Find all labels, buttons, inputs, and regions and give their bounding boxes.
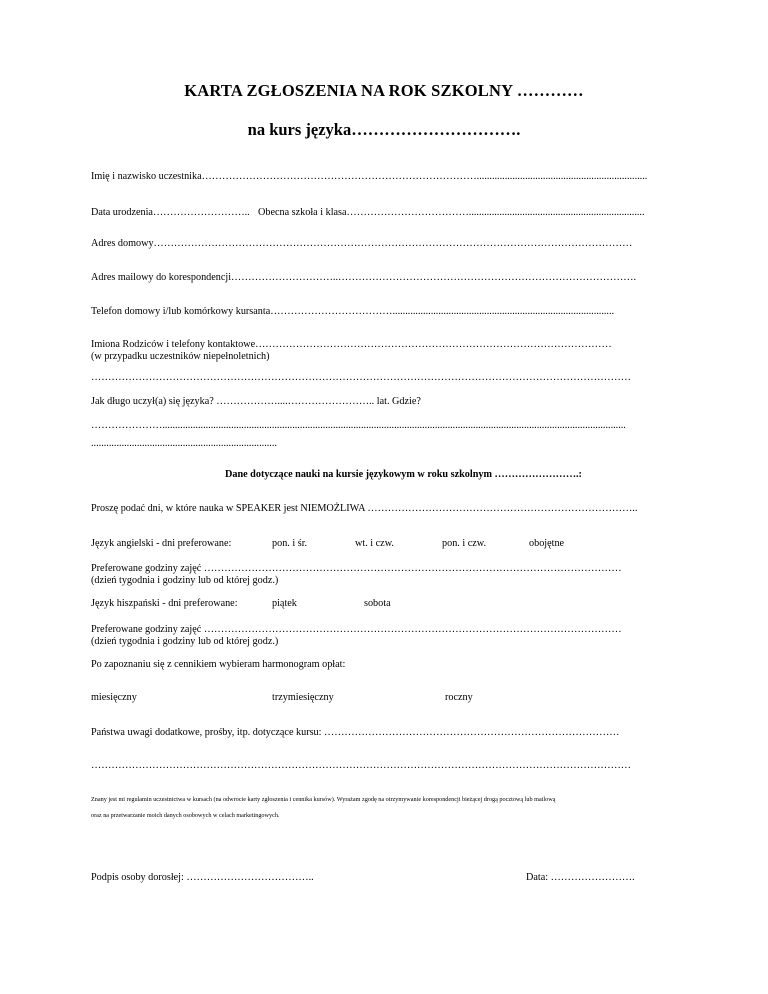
payment-label: Po zapoznaniu się z cennikiem wybieram harmonogram opłat: bbox=[91, 659, 346, 670]
unavailable-days-field: Proszę podać dni, w które nauka w SPEAKER jest NIEMOŻLIWA …………………………………………………………………….. bbox=[91, 503, 638, 514]
where-line-1: …………………...................................................................................................................................................................................... bbox=[91, 420, 626, 431]
payment-option-quarterly: trzymiesięczny bbox=[272, 692, 334, 703]
english-hours-field: Preferowane godziny zajęć …………………………………………………………………………………………………………… bbox=[91, 563, 622, 574]
email-field: Adres mailowy do korespondencji…………………………..……………………………………………………………………………. bbox=[91, 272, 637, 283]
date-field: Data: ……………………. bbox=[526, 872, 635, 883]
payment-option-monthly: miesięczny bbox=[91, 692, 137, 703]
remarks-continued-line: …………………………………………………………………………………………………………………………………………… bbox=[91, 760, 631, 771]
spanish-hours-note: (dzień tygodnia i godziny lub od której godz.) bbox=[91, 636, 279, 647]
birth-date-field: Data urodzenia……………………….. bbox=[91, 207, 250, 218]
school-class-field: Obecna szkoła i klasa………………………………..................................................................... bbox=[258, 207, 645, 218]
english-option-wt-czw: wt. i czw. bbox=[355, 538, 394, 549]
spanish-days-label: Język hiszpański - dni preferowane: bbox=[91, 598, 238, 609]
parents-continued-line: …………………………………………………………………………………………………………………………………………… bbox=[91, 372, 631, 383]
english-option-obojetne: obojętne bbox=[529, 538, 565, 549]
section-heading: Dane dotyczące nauki na kursie językowym w roku szkolnym …………………….: bbox=[225, 469, 582, 480]
form-title: KARTA ZGŁOSZENIA NA ROK SZKOLNY ………… bbox=[184, 81, 584, 100]
remarks-field: Państwa uwagi dodatkowe, prośby, itp. dotyczące kursu: …………………………………………………………………………… bbox=[91, 727, 620, 738]
parents-field: Imiona Rodziców i telefony kontaktowe…………………………………………………………………………………………… bbox=[91, 339, 612, 350]
english-option-pon-czw: pon. i czw. bbox=[442, 538, 487, 549]
home-address-field: Adres domowy…………………………………………………………………………………………………………………………… bbox=[91, 238, 633, 249]
consent-line-1: Znany jest mi regulamin uczestnictwa w kursach (na odwrocie karty zgłoszenia i cennika kursów). Wyrażam zgodę na otrzymywanie korespondencji bieżącej drogą pocztową lub mailową bbox=[91, 796, 556, 803]
name-field: Imię i nazwisko uczestnika………………………………………………………………………................................................................... bbox=[91, 171, 648, 182]
signature-field: Podpis osoby dorosłej: ……………………………….. bbox=[91, 872, 314, 883]
english-hours-note: (dzień tygodnia i godziny lub od której godz.) bbox=[91, 575, 279, 586]
parents-note: (w przypadku uczestników niepełnoletnich) bbox=[91, 351, 270, 362]
spanish-option-sobota: sobota bbox=[364, 598, 391, 609]
english-days-label: Język angielski - dni preferowane: bbox=[91, 538, 232, 549]
english-option-pon-sr: pon. i śr. bbox=[272, 538, 308, 549]
spanish-hours-field: Preferowane godziny zajęć …………………………………………………………………………………………………………… bbox=[91, 624, 622, 635]
study-duration-field: Jak długo uczył(a) się języka? ………………....…………………….. lat. Gdzie? bbox=[91, 396, 421, 407]
consent-line-2: oraz na przetwarzanie moich danych osobowych w celach marketingowych. bbox=[91, 812, 280, 819]
form-subtitle: na kurs języka…………………………. bbox=[247, 120, 521, 139]
spanish-option-piatek: piątek bbox=[272, 598, 297, 609]
payment-option-yearly: roczny bbox=[445, 692, 473, 703]
where-line-2: ......................................................................... bbox=[91, 438, 277, 449]
phone-field: Telefon domowy i/lub komórkowy kursanta………………………………....................................................................................... bbox=[91, 306, 615, 317]
